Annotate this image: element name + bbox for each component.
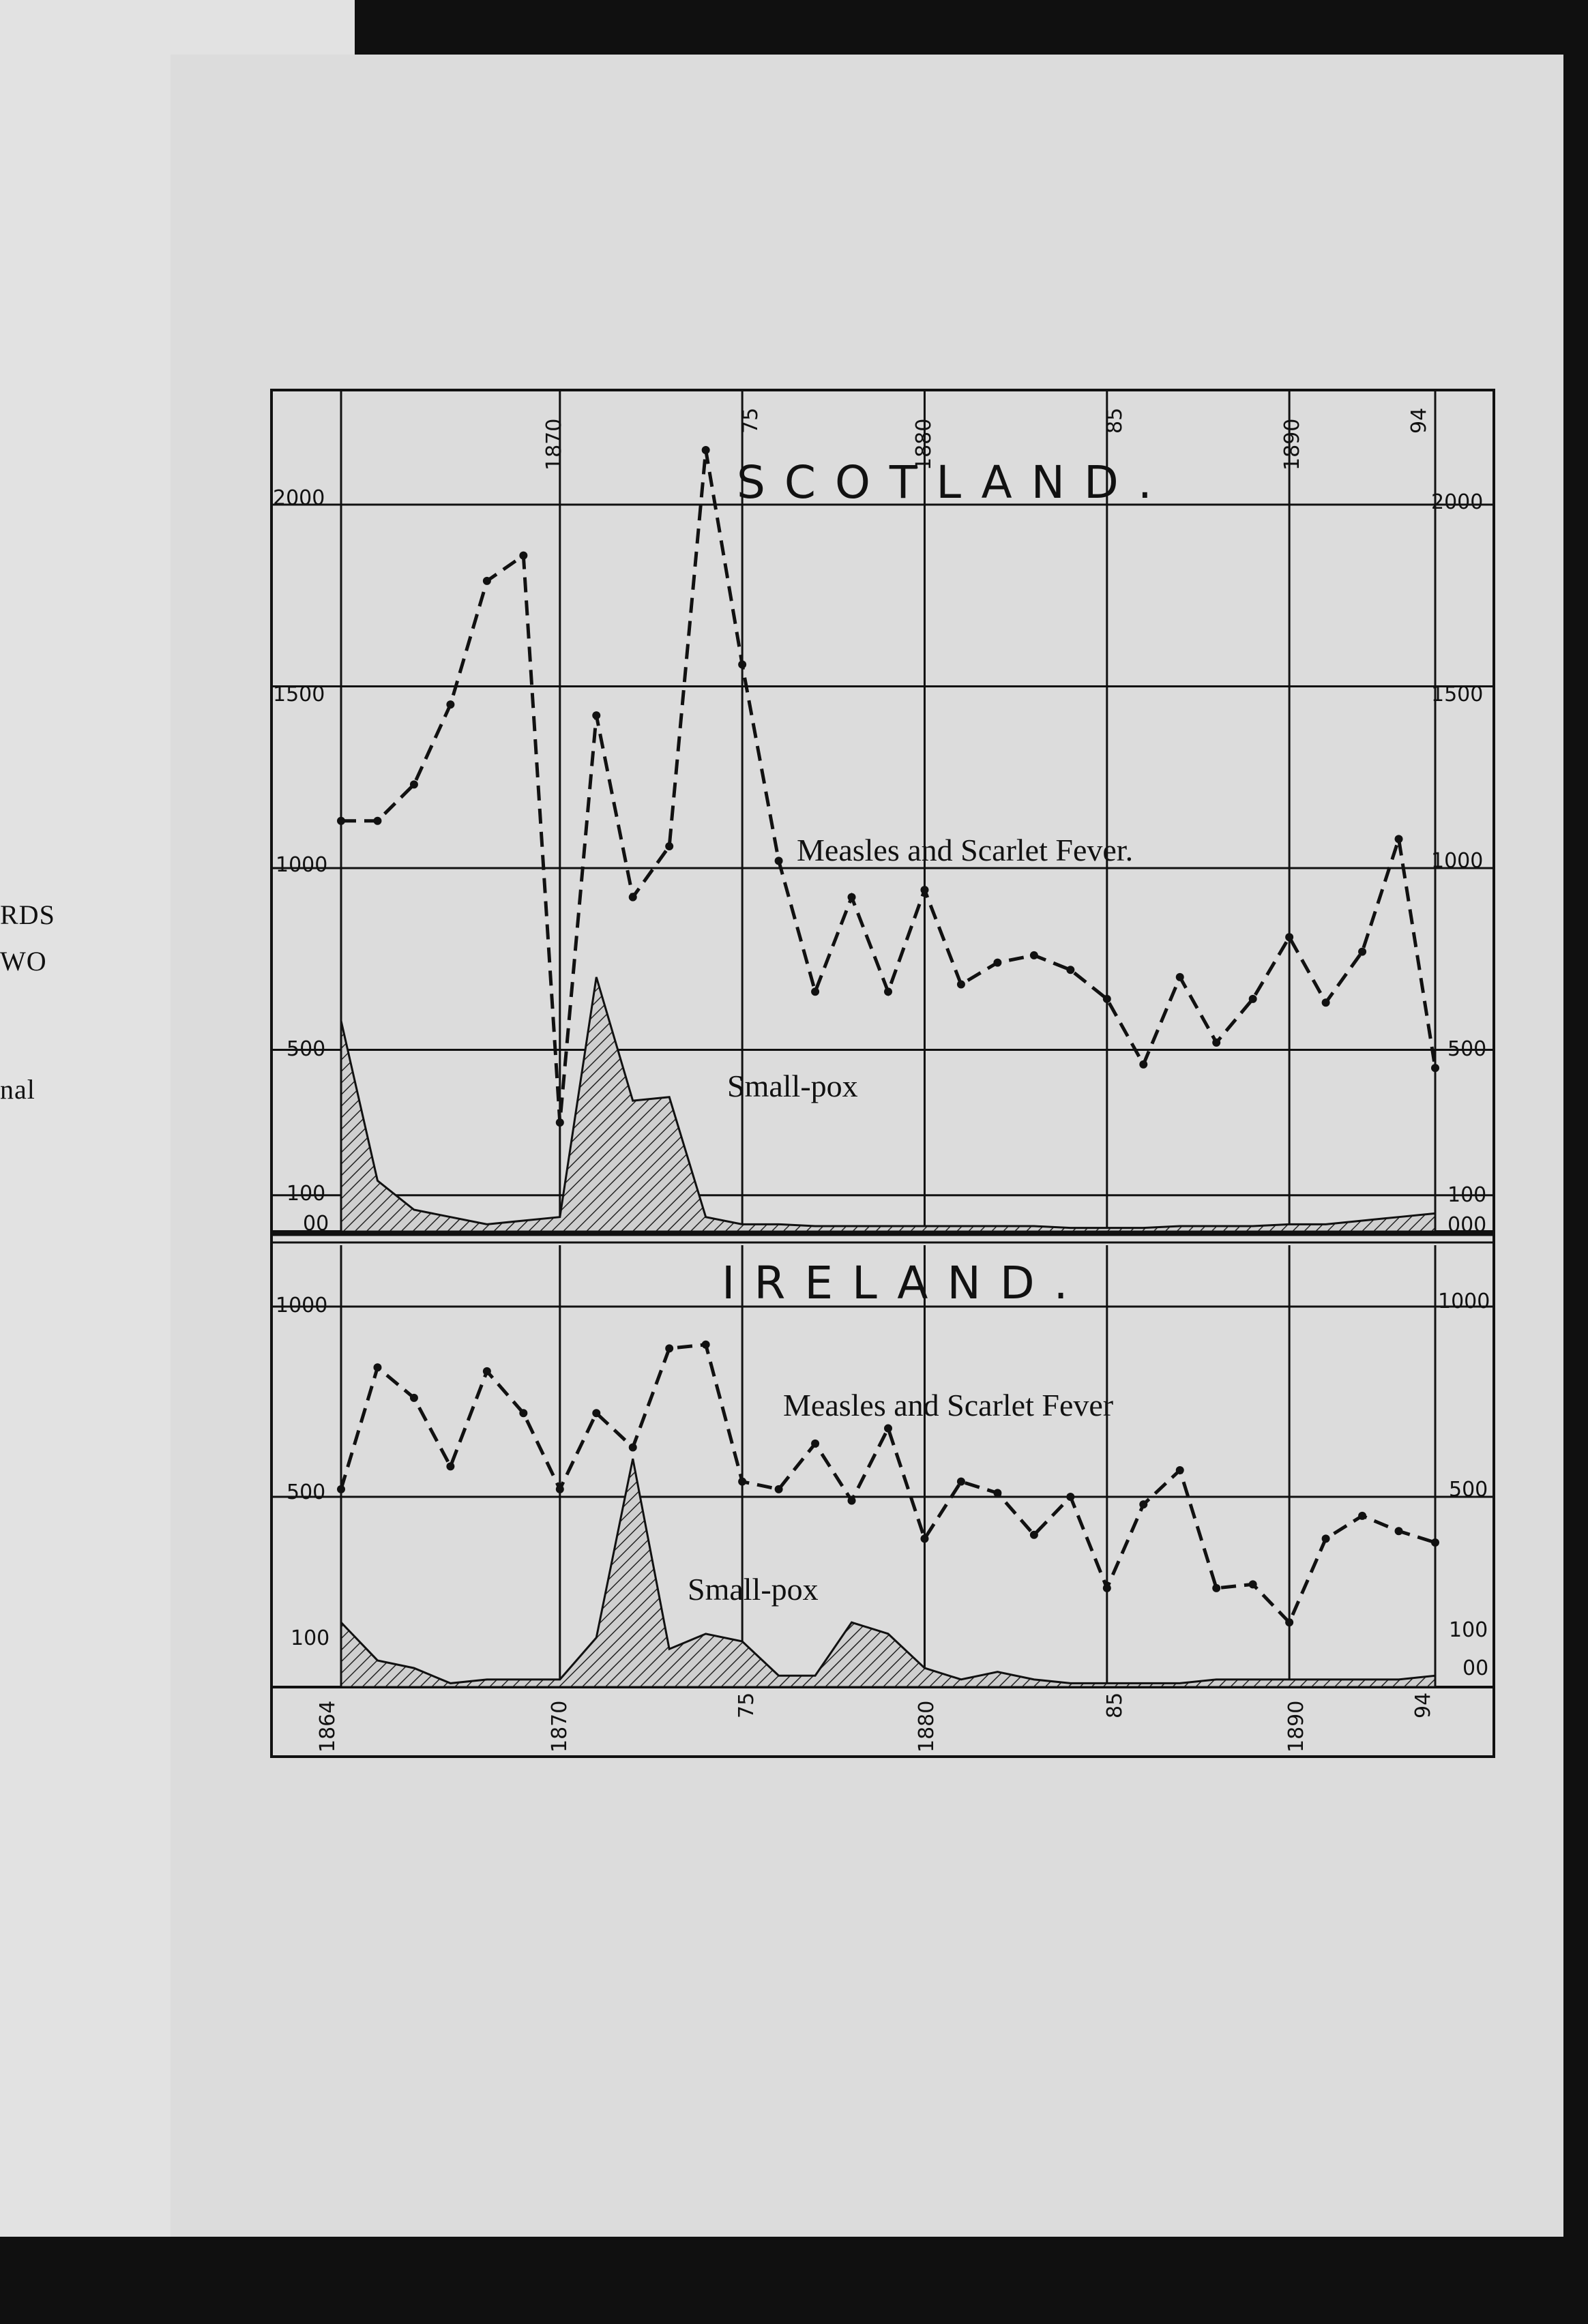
- top-xtick-75: 75: [739, 407, 763, 434]
- ireland-measles-point: [1322, 1534, 1330, 1543]
- ireland-smallpox-area: [341, 1459, 1435, 1687]
- ireland-measles-point: [1176, 1466, 1184, 1474]
- ireland-measles-point: [811, 1440, 819, 1448]
- ireland-measles-point: [446, 1462, 454, 1470]
- scotland-measles-point: [629, 893, 637, 902]
- ireland-measles-point: [410, 1394, 418, 1402]
- bottom-xtick-85: 85: [1103, 1692, 1127, 1718]
- top-xtick-1890: 1890: [1280, 418, 1304, 471]
- scotland-measles-point: [1249, 995, 1257, 1003]
- ireland-measles-point: [556, 1485, 564, 1493]
- scotland-measles-point: [519, 552, 527, 560]
- ireland-measles-point: [738, 1478, 746, 1486]
- ireland-measles-point: [1358, 1512, 1366, 1520]
- scotland-measles-point: [1066, 966, 1074, 974]
- top-xtick-1870: 1870: [542, 418, 566, 471]
- scotland-measles-point: [1358, 948, 1366, 956]
- ireland-measles-point: [1431, 1538, 1439, 1547]
- scotland-measles-point: [1030, 951, 1038, 959]
- ireland-measles-line: [337, 1341, 1439, 1626]
- scotland-ytick-left-500: 500: [286, 1037, 326, 1061]
- scotland-measles-point: [848, 893, 856, 902]
- ireland-ytick-right-500: 500: [1449, 1478, 1488, 1502]
- chart-frame: [271, 390, 1494, 1757]
- bottom-xtick-1870: 1870: [548, 1700, 572, 1753]
- scotland-measles-point: [1285, 933, 1293, 941]
- scotland-measles-point: [775, 856, 783, 865]
- scotland-title: SCOTLAND.: [737, 456, 1171, 509]
- scotland-measles-polyline: [341, 450, 1435, 1122]
- ireland-measles-point: [1249, 1580, 1257, 1588]
- ireland-ytick-left-100: 100: [291, 1626, 330, 1650]
- scotland-ytick-left-2000: 2000: [273, 486, 325, 510]
- scotland-measles-point: [665, 842, 673, 850]
- ireland-measles-point: [775, 1485, 783, 1493]
- ireland-measles-point: [519, 1409, 527, 1417]
- ireland-measles-point: [665, 1344, 673, 1352]
- scotland-measles-point: [410, 780, 418, 788]
- scotland-smallpox-label: Small-pox: [727, 1069, 858, 1103]
- scotland-measles-point: [957, 981, 965, 989]
- ireland-smallpox-label: Small-pox: [688, 1572, 819, 1607]
- scotland-measles-point: [993, 959, 1001, 967]
- scotland-grid: [271, 391, 1494, 1232]
- scotland-measles-point: [446, 700, 454, 709]
- ireland-measles-point: [592, 1409, 600, 1417]
- scotland-measles-point: [1103, 995, 1111, 1003]
- top-xtick-94: 94: [1407, 407, 1431, 434]
- bottom-xtick-1890: 1890: [1284, 1700, 1308, 1753]
- ireland-measles-point: [1212, 1584, 1220, 1592]
- ireland-measles-point: [1066, 1493, 1074, 1501]
- scotland-ytick-right-1500: 1500: [1431, 683, 1484, 706]
- scotland-measles-point: [738, 661, 746, 669]
- scotland-measles-point: [373, 817, 381, 825]
- scotland-ytick-right-2000: 2000: [1431, 490, 1484, 514]
- top-xtick-1880: 1880: [912, 418, 936, 471]
- bottom-xtick-1864: 1864: [316, 1700, 340, 1753]
- ireland-measles-point: [993, 1489, 1001, 1497]
- ireland-measles-point: [483, 1367, 491, 1375]
- ireland-measles-point: [337, 1485, 345, 1493]
- scotland-measles-point: [483, 577, 491, 585]
- ireland-title: IRELAND.: [722, 1257, 1087, 1309]
- scotland-ytick-left-1500: 1500: [273, 683, 325, 706]
- ireland-measles-point: [1103, 1584, 1111, 1592]
- scotland-ytick-right-1000: 1000: [1431, 849, 1484, 873]
- ireland-measles-point: [1030, 1531, 1038, 1539]
- ireland-ytick-left-500: 500: [286, 1480, 326, 1504]
- ireland-measles-point: [848, 1497, 856, 1505]
- scotland-measles-point: [1176, 973, 1184, 981]
- ireland-measles-point: [884, 1425, 892, 1433]
- scotland-smallpox-path: [341, 977, 1435, 1232]
- scotland-measles-point: [920, 886, 928, 894]
- bottom-xtick-75: 75: [735, 1692, 759, 1718]
- scotland-ytick-right-000: 000: [1447, 1213, 1487, 1237]
- ireland-ytick-right-100: 100: [1449, 1618, 1488, 1642]
- ireland-ytick-right-1000: 1000: [1438, 1290, 1490, 1313]
- ireland-measles-point: [1285, 1618, 1293, 1626]
- scotland-measles-point: [811, 987, 819, 996]
- scotland-ytick-right-500: 500: [1447, 1037, 1487, 1061]
- ireland-ytick-left-1000: 1000: [276, 1294, 328, 1317]
- top-xtick-85: 85: [1103, 407, 1127, 434]
- left-page-text-1: RDS: [0, 899, 55, 930]
- scotland-measles-point: [592, 711, 600, 719]
- scotland-smallpox-area: [341, 977, 1435, 1232]
- ireland-ytick-right-00: 00: [1462, 1656, 1489, 1680]
- ireland-measles-point: [1139, 1500, 1147, 1508]
- scotland-measles-point: [337, 817, 345, 825]
- scotland-ytick-left-00: 00: [303, 1212, 329, 1236]
- scotland-ytick-left-100: 100: [286, 1182, 326, 1206]
- scotland-measles-point: [1322, 998, 1330, 1007]
- left-page-text-3: nal: [0, 1074, 35, 1105]
- scotland-measles-point: [702, 446, 710, 454]
- scotland-measles-point: [1431, 1064, 1439, 1072]
- scotland-measles-point: [884, 987, 892, 996]
- ireland-measles-point: [702, 1341, 710, 1349]
- bottom-xtick-1880: 1880: [915, 1700, 939, 1753]
- scotland-measles-point: [1212, 1039, 1220, 1047]
- scotland-measles-label: Measles and Scarlet Fever.: [797, 833, 1134, 867]
- ireland-measles-point: [1395, 1527, 1403, 1535]
- scotland-ytick-left-1000: 1000: [276, 853, 328, 877]
- ireland-measles-point: [373, 1363, 381, 1371]
- ireland-smallpox-path: [341, 1459, 1435, 1687]
- ireland-measles-label: Measles and Scarlet Fever: [783, 1388, 1114, 1422]
- left-page-text-2: WO: [0, 946, 47, 977]
- ireland-grid: [271, 1245, 1494, 1687]
- ireland-measles-point: [957, 1478, 965, 1486]
- scotland-measles-point: [1395, 835, 1403, 843]
- ireland-measles-point: [920, 1534, 928, 1543]
- scotland-measles-line: [337, 446, 1439, 1127]
- scotland-ytick-right-100: 100: [1447, 1183, 1487, 1207]
- ireland-measles-polyline: [341, 1345, 1435, 1622]
- bottom-xtick-94: 94: [1411, 1692, 1435, 1718]
- ireland-measles-point: [629, 1443, 637, 1451]
- scotland-measles-point: [556, 1118, 564, 1127]
- scotland-measles-point: [1139, 1060, 1147, 1069]
